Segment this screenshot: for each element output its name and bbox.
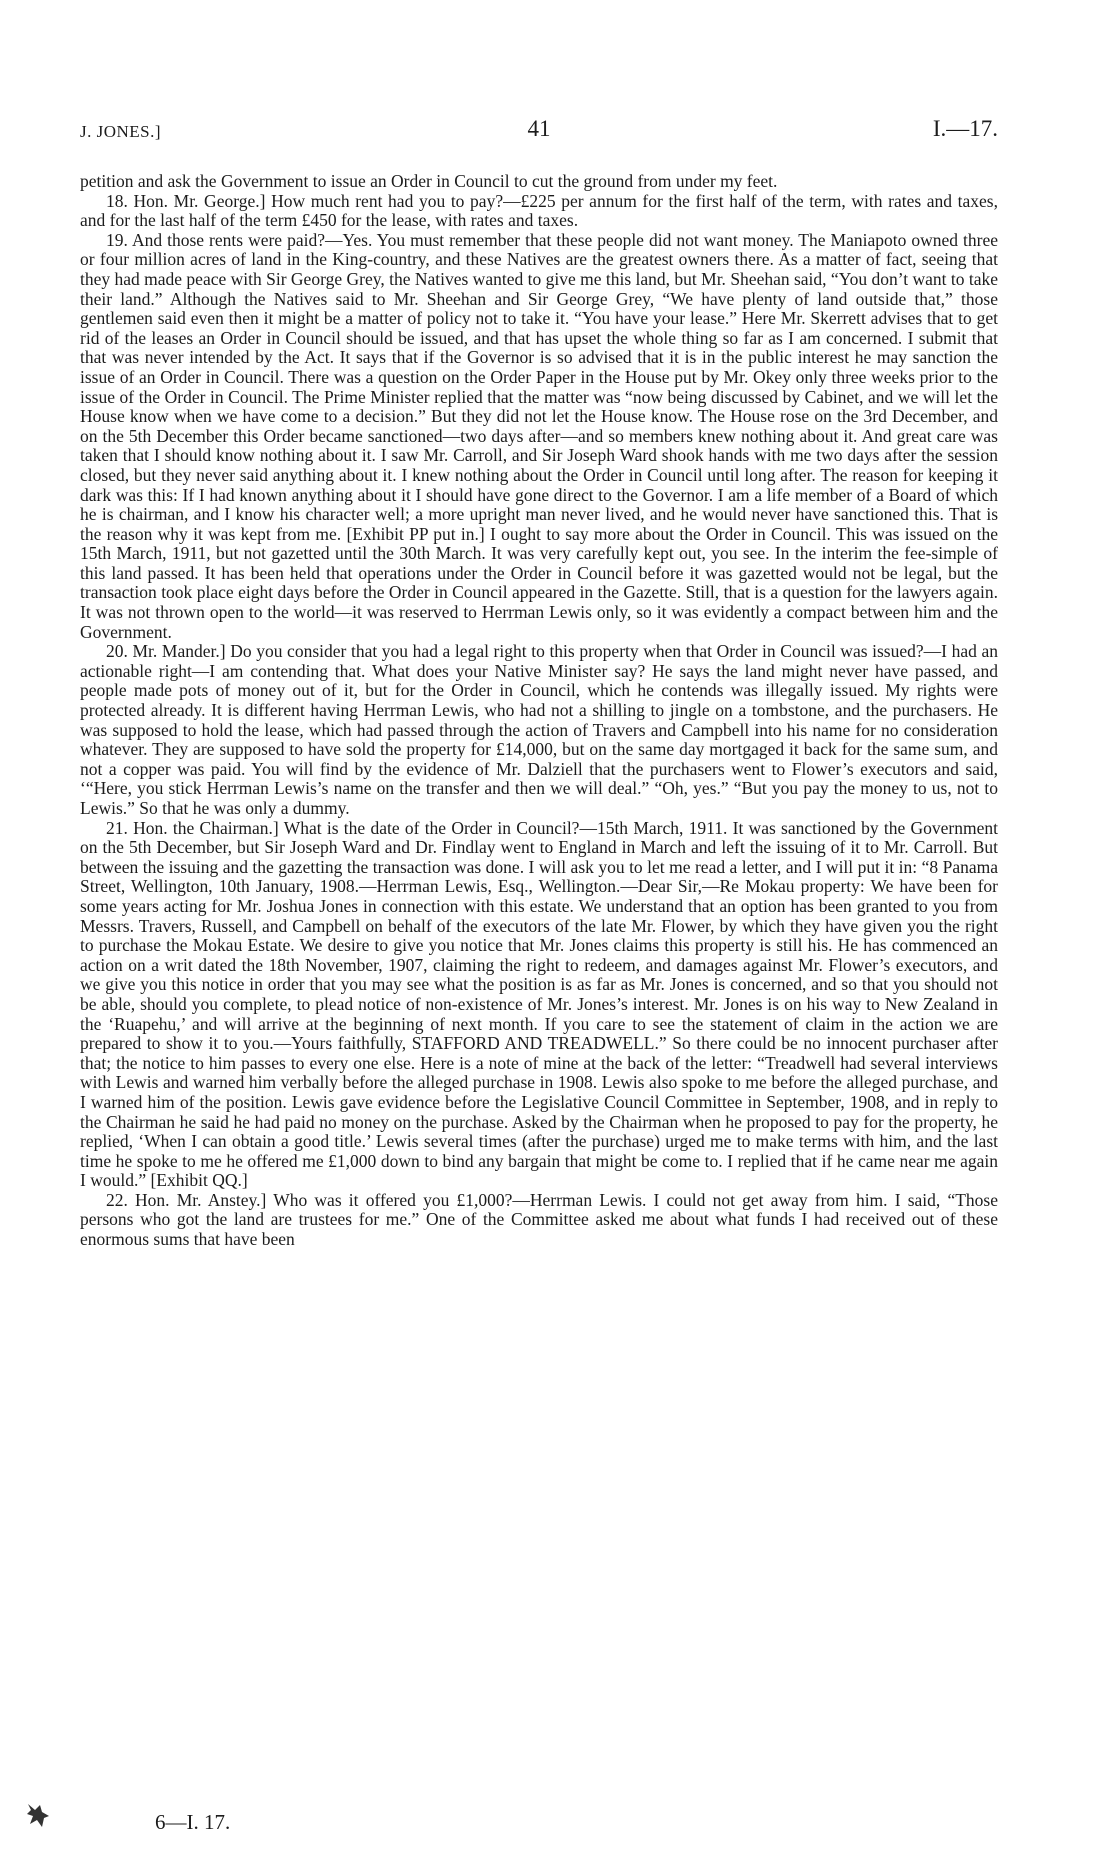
- signature-mark: 6—I. 17.: [155, 1810, 231, 1834]
- paragraph-question-22: 22. Hon. Mr. Anstey.] Who was it offered you £1,000?—Herrman Lewis. I could not get away from him. I said, “Those persons who got the land are trustees for me.” One of the Committee asked me about what funds I had received out of these enormous sums that have been: [80, 1189, 998, 1250]
- question-label: 21. Hon. the Chairman.]: [106, 817, 279, 838]
- page-number: 41: [527, 116, 551, 141]
- question-label: 20. Mr. Mander.]: [106, 641, 226, 662]
- question-label: 22. Hon. Mr. Anstey.]: [106, 1189, 267, 1210]
- paragraph-continuation: petition and ask the Government to issue an Order in Council to cut the ground from under my feet.: [80, 171, 778, 191]
- paragraph-question-21: 21. Hon. the Chairman.] What is the date of the Order in Council?—15th March, 1911. It was sanctioned by the Government on the 5th December, but Sir Joseph Ward and Dr. Findlay went to England in March and left the issuing of it to Mr. Carroll. But between the issuing and the gazetting the transaction was done. I will ask you to let me read a letter, and I will put it in: “8 Panama Street, Wellington, 10th January, 1908.—Herrman Lewis, Esq., Wellington.—Dear Sir,—Re Mokau property: We have been for some years acting for Mr. Joshua Jones in connection with this estate. We understand that an option has been granted to you from Messrs. Travers, Russell, and Campbell on behalf of the executors of the late Mr. Flower, by which they have given you the right to purchase the Mokau Estate. We desire to give you notice that Mr. Jones claims this property is still his. He has commenced an action on a writ dated the 18th November, 1907, claiming the right to redeem, and damages against Mr. Flower’s executors, and we give you this notice in order that you may see what the position is as far as Mr. Jones is concerned, and so that you should not be able, should you complete, to plead notice of non-existence of Mr. Jones’s interest. Mr. Jones is on his way to New Zealand in the ‘Ruapehu,’ and will arrive at the beginning of next month. If you care to see the statement of claim in the action we are prepared to show it to you.—Yours faithfully, STAFFORD AND TREADWELL.” So there could be no innocent purchaser after that; the notice to him passes to every one else. Here is a note of mine at the back of the letter: “Treadwell had several interviews with Lewis and warned him verbally before the alleged purchase in 1908. Lewis also spoke to me before the alleged purchase, and I warned him of the position. Lewis gave evidence before the Legislative Council Committee in September, 1908, and in reply to the Chairman he said he had paid no money on the purchase. Asked by the Chairman when he proposed to pay for the property, he replied, ‘When I can obtain a good title.’ Lewis several times (after the purchase) urged me to make terms with him, and the last time he spoke to me he offered me £1,000 down to bind any bargain that might be come to. I replied that if he came near me again I would.” [Exhibit QQ.]: [80, 817, 999, 1191]
- question-label: 19.: [106, 229, 128, 250]
- paragraph-question-18: 18. Hon. Mr. George.] How much rent had you to pay?—£225 per annum for the first half of the term, with rates and taxes, and for the last half of the term £450 for the lease, with rates and taxes.: [80, 190, 998, 231]
- question-label: 18. Hon. Mr. George.]: [106, 190, 266, 211]
- running-head: [80, 116, 998, 152]
- paragraph-question-19: 19. And those rents were paid?—Yes. You must remember that these people did not want money. The Maniapoto owned three or four million acres of land in the King-country, and these Natives are the greatest owners there. As a matter of fact, seeing that they had made peace with Sir George Grey, the Natives wanted to give me this land, but Mr. Sheehan said, “You don’t want to take their land.” Although the Natives said to Mr. Sheehan and Sir George Grey, “We have plenty of land outside that,” those gentlemen said even then it might be a matter of policy not to take it. “You have your lease.” Here Mr. Skerrett advises that to get rid of the leases an Order in Council should be issued, and that has upset the whole thing so far as I am concerned. I submit that that was never intended by the Act. It says that if the Governor is so advised that it is in the public interest he may sanction the issue of an Order in Council. There was a question on the Order Paper in the House put by Mr. Okey only three weeks prior to the issue of the Order in Council. The Prime Minister replied that the matter was “now being discussed by Cabinet, and we will let the House know when we have come to a decision.” But they did not let the House know. The House rose on the 3rd December, and on the 5th December this Order became sanctioned—two days after—and so members knew nothing about it. And great care was taken that I should know nothing about it. I saw Mr. Carroll, and Sir Joseph Ward shook hands with me two days after the session closed, but they never said anything about it. I knew nothing about the Order in Council until long after. The reason for keeping it dark was this: If I had known anything about it I should have gone direct to the Governor. I am a life member of a Board of which he is chairman, and I know his character well; a more upright man never lived, and he would never have sanctioned this. That is the reason why it was kept from me. [Exhibit PP put in.] I ought to say more about the Order in Council. This was issued on the 15th March, 1911, but not gazetted until the 30th March. It was very carefully kept out, you see. In the interim the fee-simple of this land passed. It has been held that operations under the Order in Council before it was gazetted would not be legal, but the transaction took place eight days before the Order in Council appeared in the Gazette. Still, that is a question for the lawyers again. It was not thrown open to the world—it was reserved to Herrman Lewis only, so it was evidently a compact between him and the Government.: [80, 229, 999, 642]
- document-reference: I.—17.: [932, 116, 998, 141]
- ink-smudge-icon: [22, 1800, 52, 1830]
- witness-name: J. JONES.]: [80, 122, 162, 141]
- paragraph-question-20: 20. Mr. Mander.] Do you consider that you had a legal right to this property when that Order in Council was issued?—I had an actionable right—I am contending that. What does your Native Minister say? He says the land might never have passed, and people made pots of money out of it, but for the Order in Council, which he contends was illegally issued. My rights were protected already. It is different having Herrman Lewis, who had not a shilling to jingle on a tombstone, and the purchasers. He was supposed to hold the lease, which had passed through the action of Travers and Campbell into his name for no consideration whatever. They are supposed to have sold the property for £14,000, but on the same day mortgaged it back for the same sum, and not a copper was paid. You will find by the evidence of Mr. Dalziell that the purchasers went to Flower’s executors and said, ‘“Here, you stick Herrman Lewis’s name on the transfer and then we will deal.” “Oh, yes.” “But you pay the money to us, not to Lewis.” So that he was only a dummy.: [80, 641, 998, 818]
- body-text: [80, 172, 998, 1250]
